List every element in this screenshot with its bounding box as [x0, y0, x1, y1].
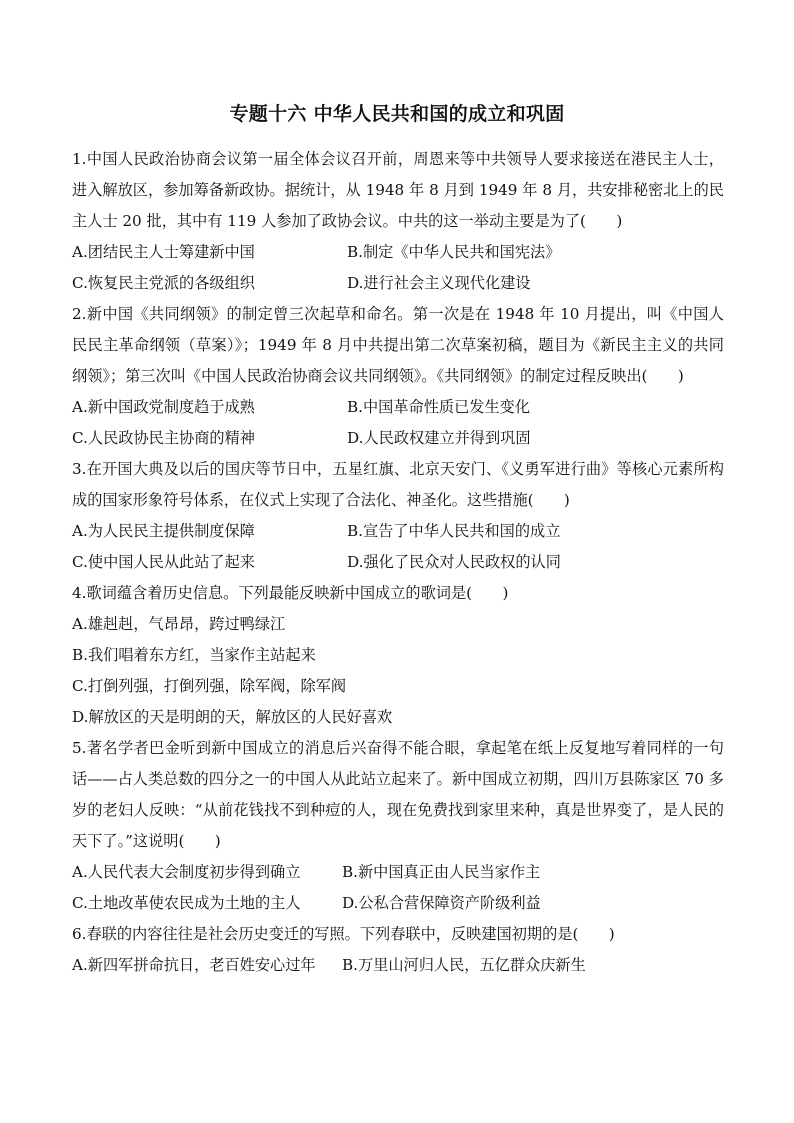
option-d: D.解放区的天是明朗的天，解放区的人民好喜欢 [72, 708, 393, 726]
option-c: C.土地改革使农民成为土地的主人 [72, 894, 301, 912]
option-b: B.万里山河归人民，五亿群众庆新生 [342, 956, 586, 974]
question-stem: 3.在开国大典及以后的国庆等节日中，五星红旗、北京天安门、《义勇军进行曲》等核心元素所构成的国家形象符号体系，在仪式上实现了合法化、神圣化。这些措施( ) [72, 460, 724, 509]
option-b: B.中国革命性质已发生变化 [347, 398, 531, 416]
option-a: A.为人民民主提供制度保障 [72, 522, 255, 540]
option-c: C.人民政协民主协商的精神 [72, 429, 255, 447]
option-row [72, 857, 724, 888]
option-a: A.团结民主人士筹建新中国 [72, 243, 255, 261]
option-row [72, 888, 724, 919]
question-stem: 6.春联的内容往往是社会历史变迁的写照。下列春联中，反映建国初期的是( ) [72, 925, 615, 943]
option-row [72, 516, 724, 547]
option-a: A.新中国政党制度趋于成熟 [72, 398, 255, 416]
option-c: C.打倒列强，打倒列强，除军阀，除军阀 [72, 677, 347, 695]
question-2 [72, 299, 724, 454]
option-row [72, 547, 724, 578]
question-5 [72, 733, 724, 919]
option-b: B.我们唱着东方红，当家作主站起来 [72, 646, 316, 664]
option-b: B.宣告了中华人民共和国的成立 [347, 522, 561, 540]
question-1 [72, 144, 724, 299]
question-stem: 2.新中国《共同纲领》的制定曾三次起草和命名。第一次是在 1948 年 10 月提出，叫《中国人民民主革命纲领（草案）》；1949 年 8 月中共提出第二次草案初稿，题目为《新民主主义的共同纲领》；第三次叫《中国人民政治协商会议共同纲领》。《共同纲领》的制定过程反映出( ) [72, 305, 724, 385]
page-title: 专题十六 中华人民共和国的成立和巩固 [229, 103, 565, 125]
option-row [72, 423, 724, 454]
question-3 [72, 454, 724, 578]
option-b: B.新中国真正由人民当家作主 [342, 863, 541, 881]
option-row [72, 237, 724, 268]
option-c: C.使中国人民从此站了起来 [72, 553, 255, 571]
question-4 [72, 578, 724, 733]
option-row [72, 268, 724, 299]
option-c: C.恢复民主党派的各级组织 [72, 274, 255, 292]
question-stem: 5.著名学者巴金听到新中国成立的消息后兴奋得不能合眼，拿起笔在纸上反复地写着同样的一句话——占人类总数的四分之一的中国人从此站立起来了。新中国成立初期，四川万县陈家区 70 多岁的老妇人反映：“从前花钱找不到种痘的人，现在免费找到家里来种，真是世界变了，是人民的天下了。”这说明( ) [72, 739, 724, 850]
option-row [72, 392, 724, 423]
question-list [72, 144, 724, 981]
option-a: A.雄赳赳，气昂昂，跨过鸭绿江 [72, 615, 286, 633]
option-a: A.人民代表大会制度初步得到确立 [72, 863, 301, 881]
option-a: A.新四军拼命抗日，老百姓安心过年 [72, 956, 316, 974]
question-stem: 1.中国人民政治协商会议第一届全体会议召开前，周恩来等中共领导人要求接送在港民主人士，进入解放区，参加筹备新政协。据统计，从 1948 年 8 月到 1949 年 8 月，共安排秘密北上的民主人士 20 批，其中有 119 人参加了政协会议。中共的这一举动主要是为了( ) [72, 150, 724, 230]
option-b: B.制定《中华人民共和国宪法》 [347, 243, 561, 261]
option-d: D.进行社会主义现代化建设 [347, 274, 531, 292]
option-d: D.人民政权建立并得到巩固 [347, 429, 531, 447]
question-stem: 4.歌词蕴含着历史信息。下列最能反映新中国成立的歌词是( ) [72, 584, 509, 602]
question-6 [72, 919, 724, 981]
option-d: D.强化了民众对人民政权的认同 [347, 553, 561, 571]
option-row [72, 950, 724, 981]
option-d: D.公私合营保障资产阶级利益 [342, 894, 541, 912]
